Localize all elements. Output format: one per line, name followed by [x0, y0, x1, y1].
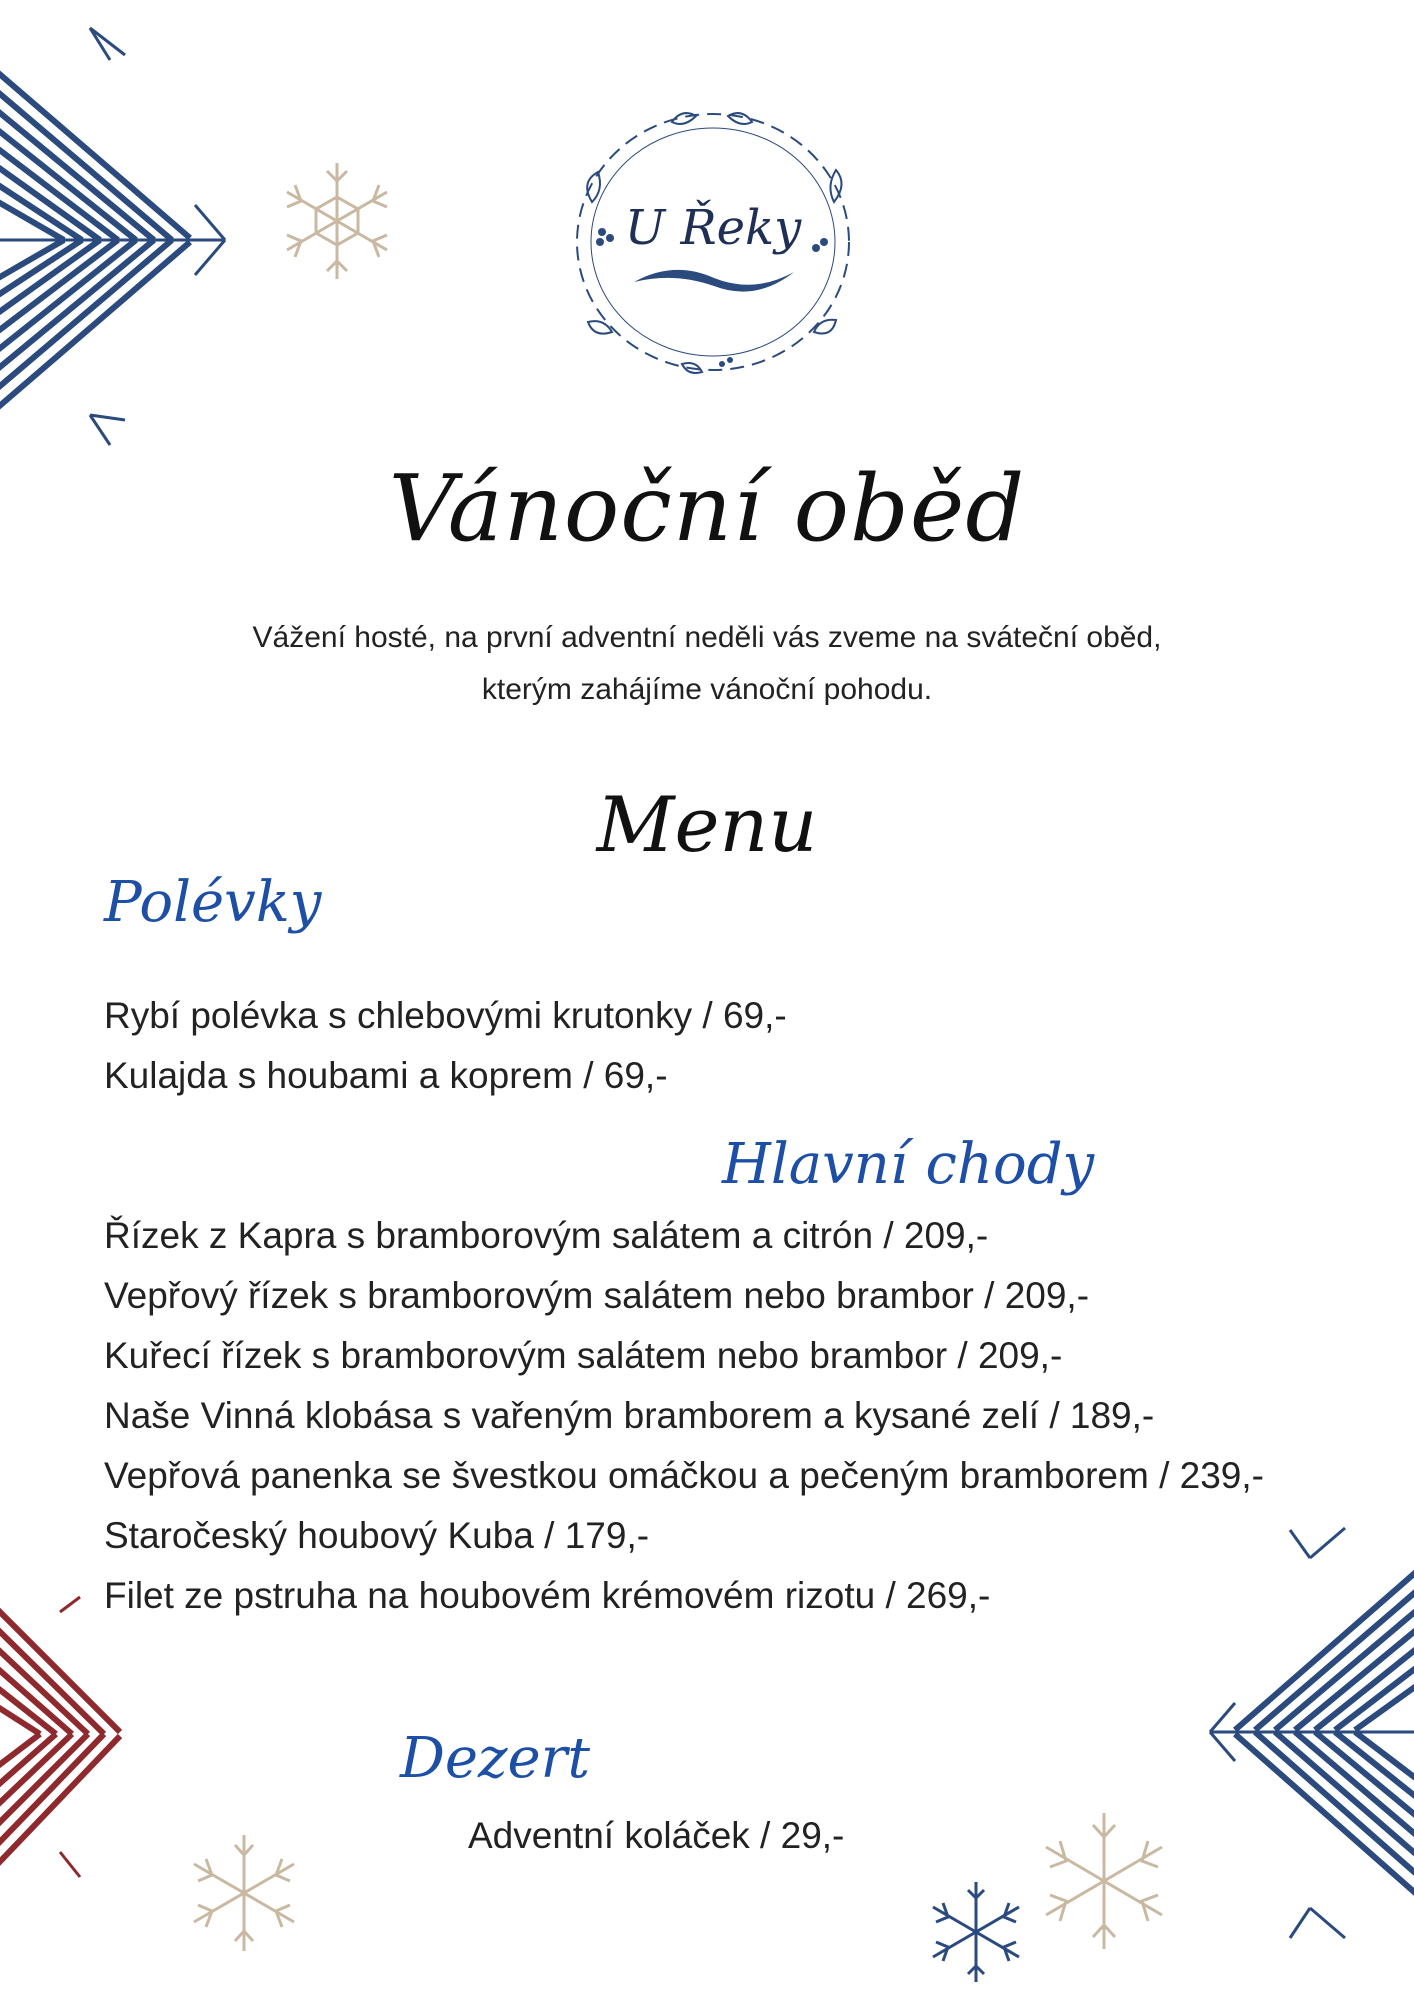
- snowflake-icon: [0, 0, 240, 470]
- page-title: Vánoční oběd: [388, 455, 1026, 562]
- intro-line: Vážení hosté, na první adventní neděli vás zveme na sváteční oběd,: [252, 621, 1162, 654]
- soups-list: [104, 986, 787, 1106]
- menu-item: Rybí polévka s chlebovými krutonky / 69,-: [104, 995, 787, 1036]
- intro-line: kterým zahájíme vánoční pohodu.: [481, 673, 933, 706]
- section-title-soups: Polévky: [104, 870, 322, 935]
- snowflake-icon: [278, 158, 396, 284]
- menu-item: Filet ze pstruha na houbovém krémovém rizotu / 269,-: [104, 1575, 991, 1616]
- menu-item: Naše Vinná klobása s vařeným bramborem a kysané zelí / 189,-: [104, 1395, 1155, 1436]
- menu-item: Staročeský houbový Kuba / 179,-: [104, 1515, 650, 1556]
- dessert-list: [468, 1806, 844, 1866]
- menu-title: Menu: [596, 780, 818, 869]
- menu-item: Řízek z Kapra s bramborovým salátem a citrón / 209,-: [104, 1215, 989, 1256]
- logo: [552, 92, 874, 392]
- menu-item: Vepřový řízek s bramborovým salátem nebo brambor / 209,-: [104, 1275, 1090, 1316]
- menu-item: Adventní koláček / 29,-: [468, 1815, 845, 1856]
- menu-item: Kulajda s houbami a koprem / 69,-: [104, 1055, 668, 1096]
- section-title-dessert: Dezert: [400, 1726, 590, 1791]
- intro-text: [120, 612, 1294, 716]
- mains-list: [104, 1206, 1264, 1626]
- snowflake-icon: [188, 1830, 300, 1956]
- snowflake-icon: [1040, 1808, 1168, 1954]
- section-title-mains: Hlavní chody: [722, 1132, 1095, 1197]
- menu-item: Kuřecí řízek s bramborovým salátem nebo brambor / 209,-: [104, 1335, 1063, 1376]
- logo-name: U Řeky: [624, 200, 802, 256]
- snowflake-icon: [928, 1878, 1024, 1986]
- menu-item: Vepřová panenka se švestkou omáčkou a pečeným bramborem / 239,-: [104, 1455, 1264, 1496]
- snowflake-icon: [0, 1582, 150, 1892]
